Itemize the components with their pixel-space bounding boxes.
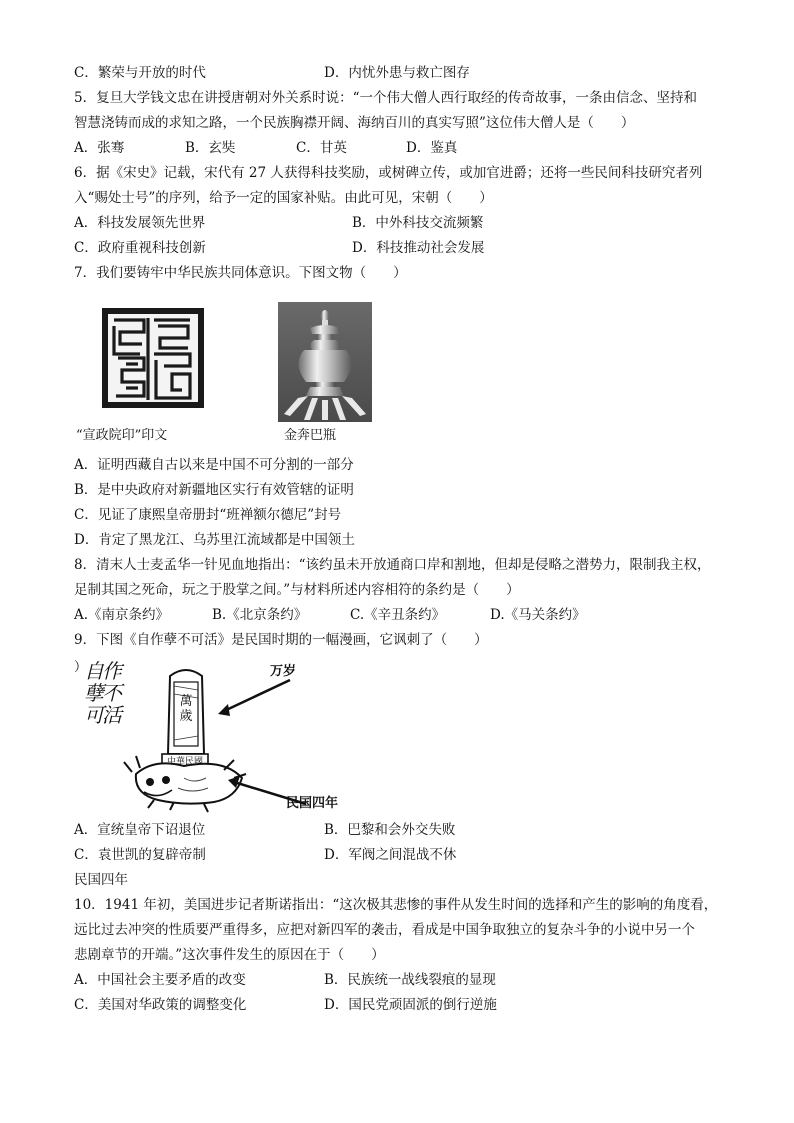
q10-option-c: C．美国对华政策的调整变化	[74, 997, 247, 1013]
q9-option-d: D．军阀之间混战不休	[324, 847, 457, 863]
q6-stem-line1: 6．据《宋史》记载，宋代有 27 人获得科技奖励，或树碑立传，或加官进爵；还将一些民间科技研究者列	[74, 165, 703, 181]
q4-option-c: C．繁荣与开放的时代	[74, 65, 206, 81]
q4-option-d: D．内忧外患与救亡图存	[324, 65, 470, 81]
q8-stem-line2: 足制其国之死命，玩之于股掌之间。”与材料所述内容相符的条约是（ ）	[74, 582, 520, 598]
q7-option-d: D．肯定了黑龙江、乌苏里江流域都是中国领土	[74, 532, 355, 548]
q6-option-b: B．中外科技交流频繁	[352, 215, 484, 231]
golden-urn-image	[278, 302, 372, 422]
q5-stem-line2: 智慧浇铸而成的求知之路，一个民族胸襟开阔、海纳百川的真实写照”这位伟大僧人是（ ）	[74, 115, 635, 131]
q8-option-b: B.《北京条约》	[212, 607, 308, 623]
q5-stem-line1: 5．复旦大学钱文忠在讲授唐朝对外关系时说：“一个伟大僧人西行取经的传奇故事，一条由信念、坚持和	[74, 90, 697, 106]
q7-option-c: C．见证了康熙皇帝册封“班禅额尔德尼”封号	[74, 507, 342, 523]
q10-option-b: B．民族统一战线裂痕的显现	[324, 972, 496, 988]
q9-stem: 9．下图《自作孽不可活》是民国时期的一幅漫画，它讽刺了（ ）	[74, 632, 488, 648]
tablet-text: 萬歲	[179, 694, 193, 724]
q5-option-b: B．玄奘	[185, 140, 236, 156]
q8-option-d: D.《马关条约》	[490, 607, 586, 623]
q9-option-a: A．宣统皇帝下诏退位	[74, 822, 206, 838]
q8-option-a: A.《南京条约》	[74, 607, 170, 623]
seal-caption: “宣政院印”印文	[76, 428, 168, 443]
q6-option-c: C．政府重视科技创新	[74, 240, 206, 256]
label-minguo: 民国四年	[286, 796, 339, 811]
q7-option-a: A．证明西藏自古以来是中国不可分割的一部分	[74, 457, 354, 473]
q9-option-c: C．袁世凯的复辟帝制	[74, 847, 206, 863]
q8-option-c: C.《辛丑条约》	[350, 607, 446, 623]
q10-stem-line1: 10．1941 年初，美国进步记者斯诺指出：“这次极其悲惨的事件从发生时间的选择和产生的影响的角度看，	[74, 897, 718, 913]
cartoon-title-handwriting: 自作孽不可活	[84, 659, 120, 727]
q9-trailing-text: 民国四年	[74, 872, 128, 888]
q7-stem: 7．我们要铸牢中华民族共同体意识。下图文物（ ）	[74, 265, 407, 281]
q5-option-a: A．张骞	[74, 140, 125, 156]
cartoon-figure	[74, 654, 374, 814]
cartoon-drawing	[74, 654, 374, 814]
base-text: 中華民國	[166, 757, 203, 767]
q10-option-d: D．国民党顽固派的倒行逆施	[324, 997, 497, 1013]
label-wansui: 万岁	[270, 664, 297, 679]
seal-image	[92, 298, 214, 418]
q6-option-a: A．科技发展领先世界	[74, 215, 206, 231]
q5-option-c: C．甘英	[296, 140, 347, 156]
q5-option-d: D．鉴真	[406, 140, 458, 156]
cartoon-paren: ）	[74, 660, 88, 675]
q10-stem-line3: 悲剧章节的开端。”这次事件发生的原因在于（ ）	[74, 947, 385, 963]
q10-option-a: A．中国社会主要矛盾的改变	[74, 972, 246, 988]
q7-option-b: B．是中央政府对新疆地区实行有效管辖的证明	[74, 482, 354, 498]
urn-caption: 金奔巴瓶	[284, 428, 337, 443]
q10-stem-line2: 远比过去冲突的性质要严重得多，应把对新四军的袭击，看成是中国争取独立的复杂斗争的小说中另一个	[74, 922, 695, 938]
q6-option-d: D．科技推动社会发展	[352, 240, 485, 256]
q6-stem-line2: 入“赐处士号”的序列，给予一定的国家补贴。由此可见，宋朝（ ）	[74, 190, 493, 206]
q8-stem-line1: 8．清末人士麦孟华一针见血地指出：“该约虽未开放通商口岸和割地，但却是侵略之潜势力，限制我主权，	[74, 557, 711, 573]
q9-option-b: B．巴黎和会外交失败	[324, 822, 456, 838]
